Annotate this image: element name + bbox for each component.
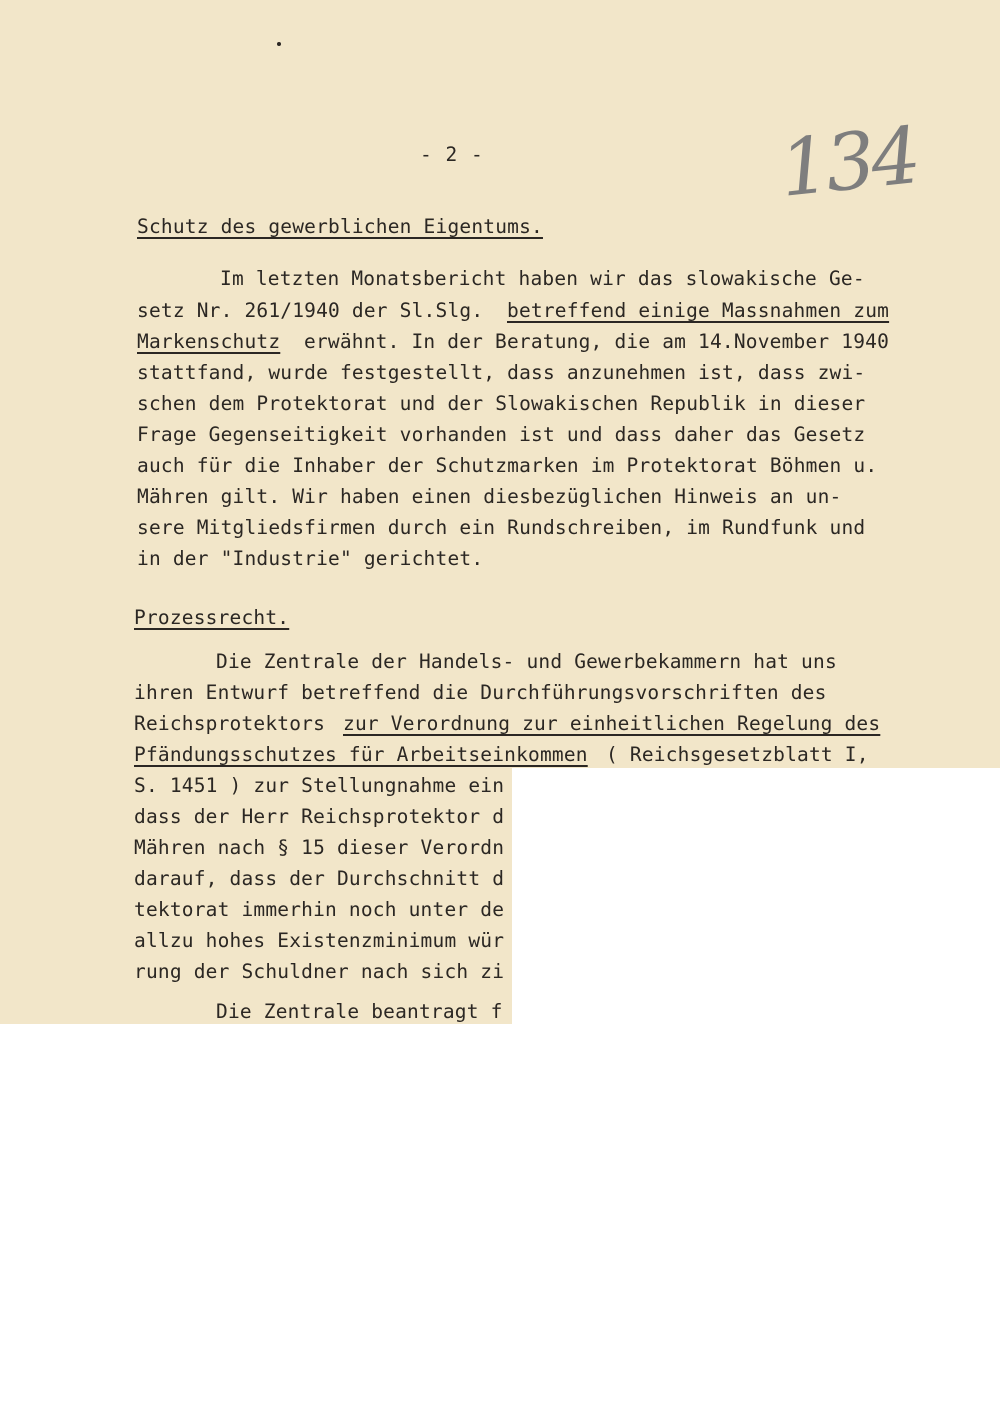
text-line: allzu hohes Existenzminimum wür [134,929,505,952]
section-heading-schutz: Schutz des gewerblichen Eigentums. [137,215,543,238]
handwritten-folio-number: 134 [775,111,922,215]
text-line: ( Reichsgesetzblatt I, [606,743,869,766]
text-line: auch für die Inhaber der Schutzmarken im Protektorat Böhmen u. [137,454,878,477]
text-line: dass der Herr Reichsprotektor d [134,805,505,828]
text-line: setz Nr. 261/1940 der Sl.Slg. [137,299,484,322]
text-line: tektorat immerhin noch unter de [134,898,505,921]
blank-region [512,768,1000,1425]
text-line: stattfand, wurde festgestellt, dass anzunehmen ist, dass zwi- [137,361,866,384]
text-line: in der "Industrie" gerichtet. [137,547,484,570]
text-line: erwähnt. In der Beratung, die am 14.November 1940 [304,330,890,353]
text-line: Mähren nach § 15 dieser Verordn [134,836,505,859]
text-line: darauf, dass der Durchschnitt d [134,867,505,890]
page-number: - 2 - [420,143,484,166]
text-line-underlined: zur Verordnung zur einheitlichen Regelung des [343,712,881,735]
text-line: sere Mitgliedsfirmen durch ein Rundschreiben, im Rundfunk und [137,516,866,539]
text-line-underlined: betreffend einige Massnahmen zum [507,299,890,322]
text-line: schen dem Protektorat und der Slowakischen Republik in dieser [137,392,866,415]
ink-speck [277,42,281,46]
section-heading-prozessrecht: Prozessrecht. [134,606,290,629]
text-line: Frage Gegenseitigkeit vorhanden ist und dass daher das Gesetz [137,423,866,446]
text-line-underlined: Markenschutz [137,330,281,353]
text-line: Die Zentrale beantragt f [216,1000,503,1023]
text-line-underlined: Pfändungsschutzes für Arbeitseinkommen [134,743,588,766]
text-line: Mähren gilt. Wir haben einen diesbezüglichen Hinweis an un- [137,485,842,508]
text-line: Die Zentrale der Handels- und Gewerbekammern hat uns [216,650,837,673]
text-line: rung der Schuldner nach sich zi [134,960,505,983]
text-line: ihren Entwurf betreffend die Durchführungsvorschriften des [134,681,827,704]
text-line: Reichsprotektors [134,712,326,735]
text-line: Im letzten Monatsbericht haben wir das slowakische Ge- [220,267,865,290]
text-line: S. 1451 ) zur Stellungnahme ein [134,774,505,797]
visible-lower-fragment [0,768,512,1024]
